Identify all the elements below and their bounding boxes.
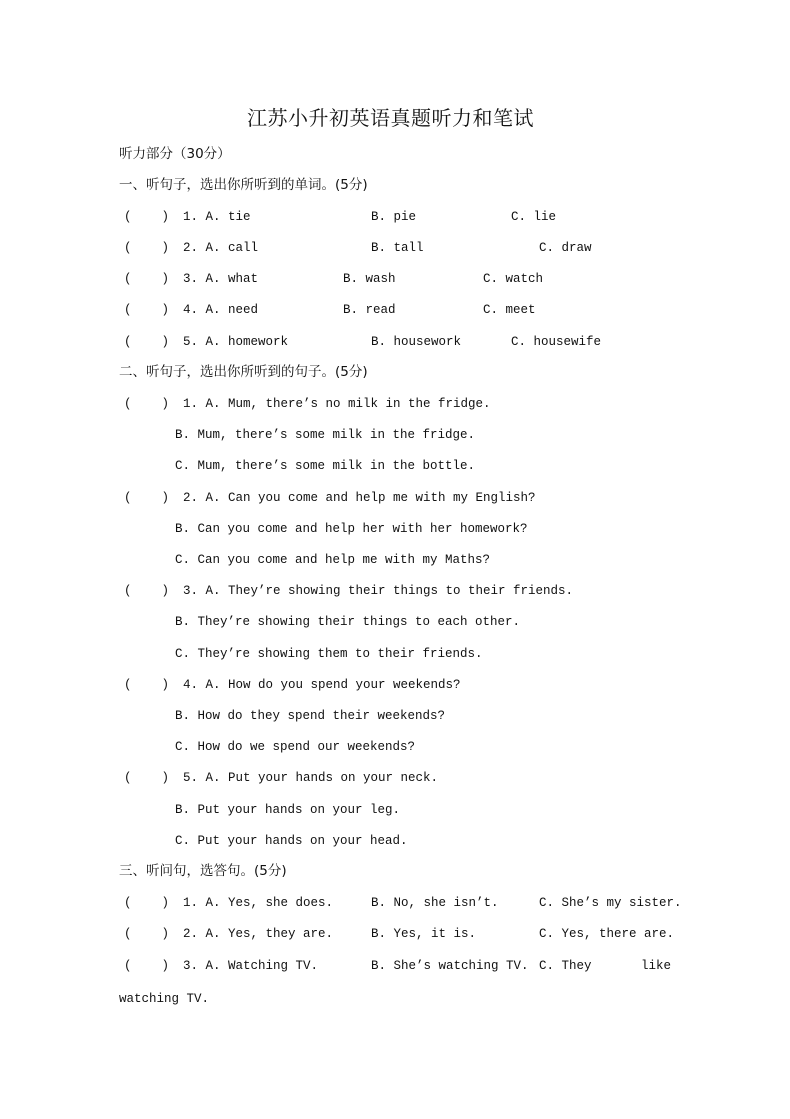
option-b: B. Can you come and help her with her homework? (175, 522, 528, 536)
answer-bracket[interactable]: ( ) (124, 896, 170, 910)
answer-bracket[interactable]: ( ) (124, 927, 170, 941)
option-a: 2. A. Can you come and help me with my English? (183, 491, 536, 505)
option-c: C. They’re showing them to their friends. (175, 647, 483, 661)
option-a: 3. A. what (183, 272, 259, 286)
answer-bracket[interactable]: ( ) (124, 272, 170, 286)
option-c: C. housewife (511, 335, 602, 349)
part2-heading: 二、听句子，选出你所听到的句子。(5分) (119, 364, 368, 380)
option-c: C. lie (511, 210, 557, 224)
option-c: C. Can you come and help me with my Maths? (175, 553, 491, 567)
option-c-wrap: watching TV. (119, 992, 210, 1006)
option-a: 5. A. homework (183, 335, 289, 349)
option-a: 3. A. Watching TV. (183, 959, 319, 973)
part1-heading: 一、听句子，选出你所听到的单词。(5分) (119, 177, 368, 193)
option-c: C. Put your hands on your head. (175, 834, 408, 848)
option-b: B. No, she isn’t. (371, 896, 499, 910)
option-c: C. meet (483, 303, 536, 317)
part3-heading: 三、听问句，选答句。(5分) (119, 863, 287, 879)
option-a: 4. A. How do you spend your weekends? (183, 678, 461, 692)
option-a: 1. A. Yes, she does. (183, 896, 334, 910)
option-b: B. Put your hands on your leg. (175, 803, 401, 817)
answer-bracket[interactable]: ( ) (124, 584, 170, 598)
option-b: B. pie (371, 210, 417, 224)
option-c: C. Yes, there are. (539, 927, 675, 941)
option-b: B. read (343, 303, 396, 317)
option-c: C. How do we spend our weekends? (175, 740, 416, 754)
option-b: B. Yes, it is. (371, 927, 477, 941)
listening-header: 听力部分（30分） (119, 146, 231, 162)
answer-bracket[interactable]: ( ) (124, 771, 170, 785)
option-b: B. tall (371, 241, 424, 255)
option-c: C. They (539, 959, 592, 973)
answer-bracket[interactable]: ( ) (124, 397, 170, 411)
option-c: C. draw (539, 241, 592, 255)
option-a: 2. A. call (183, 241, 259, 255)
answer-bracket[interactable]: ( ) (124, 678, 170, 692)
option-a: 1. A. tie (183, 210, 251, 224)
answer-bracket[interactable]: ( ) (124, 959, 170, 973)
option-b: B. housework (371, 335, 462, 349)
option-b: B. wash (343, 272, 396, 286)
option-a: 1. A. Mum, there’s no milk in the fridge. (183, 397, 491, 411)
answer-bracket[interactable]: ( ) (124, 210, 170, 224)
answer-bracket[interactable]: ( ) (124, 335, 170, 349)
option-a: 3. A. They’re showing their things to their friends. (183, 584, 574, 598)
answer-bracket[interactable]: ( ) (124, 303, 170, 317)
option-c: C. She’s my sister. (539, 896, 682, 910)
option-b: B. She’s watching TV. (371, 959, 529, 973)
option-a: 4. A. need (183, 303, 259, 317)
option-b: B. They’re showing their things to each other. (175, 615, 521, 629)
option-c: C. watch (483, 272, 544, 286)
answer-bracket[interactable]: ( ) (124, 491, 170, 505)
option-a: 2. A. Yes, they are. (183, 927, 334, 941)
option-b: B. How do they spend their weekends? (175, 709, 446, 723)
page-title: 江苏小升初英语真题听力和笔试 (247, 106, 534, 130)
answer-bracket[interactable]: ( ) (124, 241, 170, 255)
option-a: 5. A. Put your hands on your neck. (183, 771, 439, 785)
option-b: B. Mum, there’s some milk in the fridge. (175, 428, 476, 442)
option-c: C. Mum, there’s some milk in the bottle. (175, 459, 476, 473)
option-c-continued: like (641, 959, 672, 973)
